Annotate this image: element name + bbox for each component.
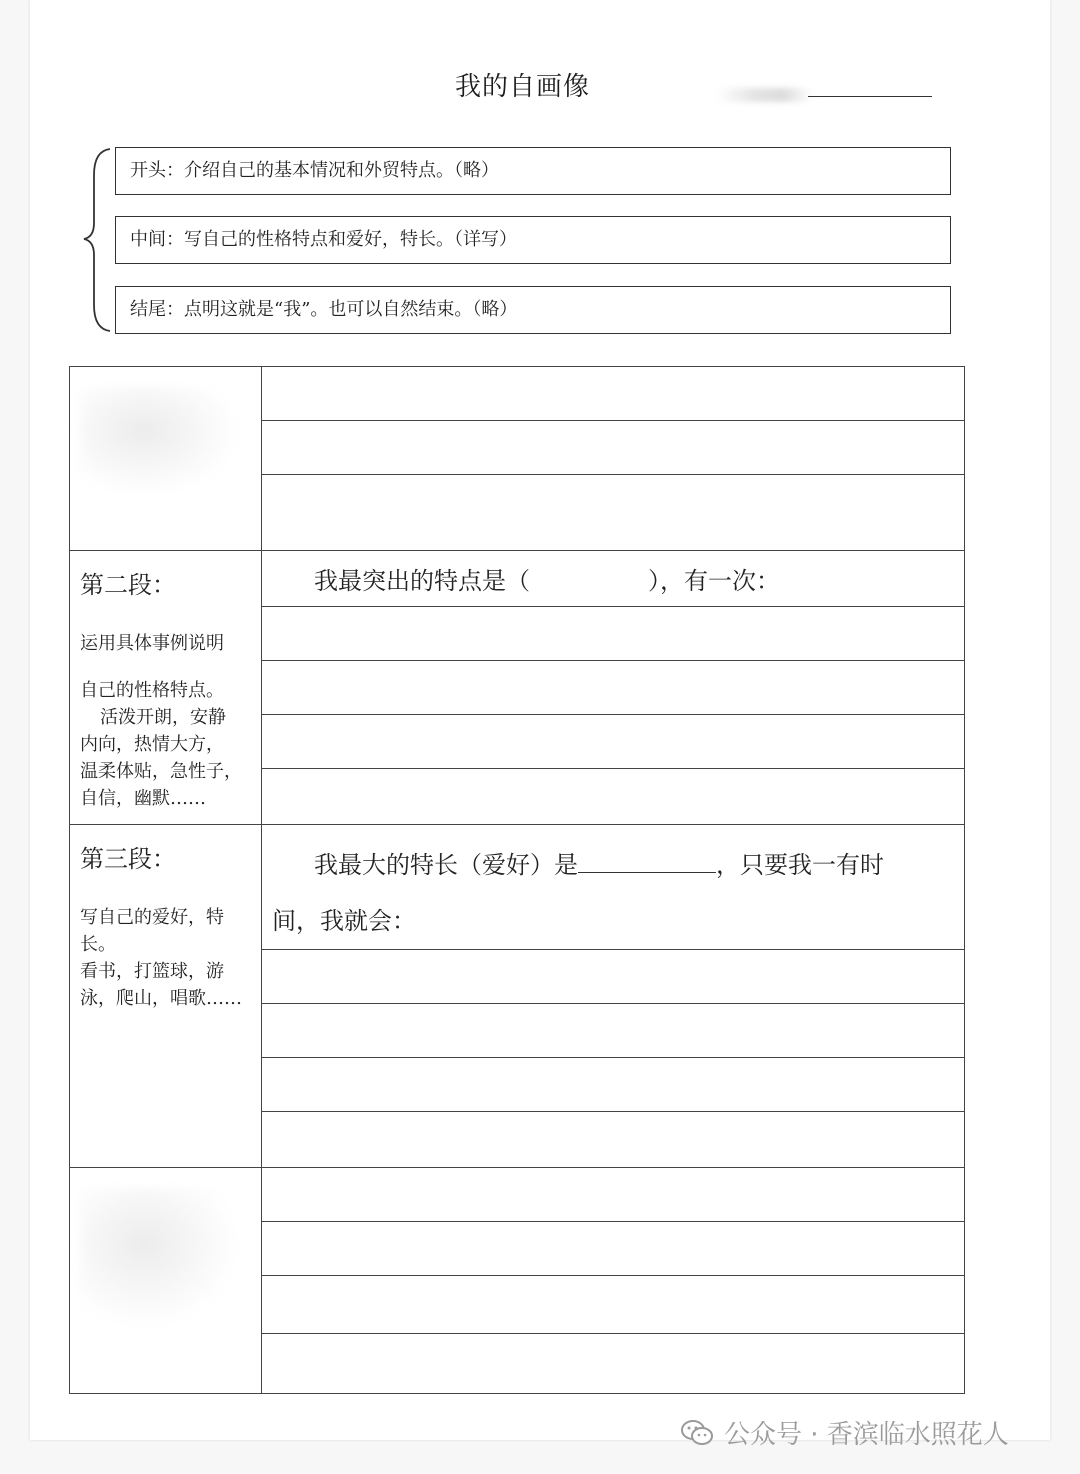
section2-hint-6: 自信，幽默……	[80, 788, 206, 809]
writing-line[interactable]	[262, 661, 965, 715]
section4-label-cell	[70, 1168, 262, 1394]
writing-line[interactable]	[262, 1334, 965, 1394]
section2-prompt-b: ），有一次：	[648, 567, 780, 595]
section2-hint-3: 活泼开朗，安静	[100, 707, 226, 728]
writing-line[interactable]	[262, 715, 965, 769]
section2-prompt-a: 我最突出的特点是（	[314, 567, 530, 595]
outline-opening	[115, 147, 951, 195]
writing-line[interactable]	[262, 475, 965, 551]
section3-prompt-a: 我最大的特长（爱好）是	[314, 851, 578, 879]
section2-label-cell	[70, 551, 262, 825]
writing-line[interactable]	[262, 421, 965, 475]
section2-hint-1: 运用具体事例说明	[80, 633, 224, 654]
section3-hint-1: 写自己的爱好，特	[80, 907, 224, 928]
writing-line[interactable]	[262, 1112, 965, 1168]
writing-line[interactable]	[262, 1058, 965, 1112]
watermark-text: 公众号 · 香滨临水照花人	[724, 1420, 1009, 1450]
section3-title: 第三段：	[80, 845, 176, 873]
section2-prompt[interactable]	[262, 551, 965, 607]
outline-brace	[80, 145, 116, 335]
section3-prompt-c: 间，我就会：	[272, 907, 416, 935]
section4-redaction	[80, 1188, 240, 1328]
outline-ending-text: 结尾：点明这就是“我”。也可以自然结束。（略）	[130, 299, 518, 320]
wechat-icon	[680, 1418, 714, 1448]
section2-hint-5: 温柔体贴，急性子，	[80, 761, 242, 782]
page-title: 我的自画像	[455, 72, 591, 102]
name-blank-line	[808, 96, 932, 97]
outline-middle	[115, 216, 951, 264]
watermark	[680, 1414, 1009, 1451]
writing-line[interactable]	[262, 1004, 965, 1058]
section3-hint-3: 看书，打篮球，游	[80, 961, 224, 982]
writing-line[interactable]	[262, 769, 965, 825]
section3-label-cell	[70, 825, 262, 1168]
section3-prompt-b: ，只要我一有时	[716, 851, 884, 879]
section3-prompt[interactable]	[262, 825, 965, 950]
section1-redaction	[80, 387, 240, 497]
outline-ending	[115, 286, 951, 334]
writing-grid	[69, 366, 965, 1394]
section3-hint-4: 泳，爬山，唱歌……	[80, 988, 242, 1009]
outline-opening-text: 开头：介绍自己的基本情况和外贸特点。（略）	[130, 160, 499, 181]
section2-hint-4: 内向，热情大方，	[80, 734, 224, 755]
writing-line[interactable]	[262, 950, 965, 1004]
writing-line[interactable]	[262, 367, 965, 421]
writing-line[interactable]	[262, 1168, 965, 1222]
section3-hint-2: 长。	[80, 934, 116, 955]
writing-line[interactable]	[262, 1222, 965, 1276]
section2-hint-2: 自己的性格特点。	[80, 680, 224, 701]
writing-line[interactable]	[262, 607, 965, 661]
section3-blank[interactable]	[578, 846, 716, 873]
section1-label-cell	[70, 367, 262, 551]
section2-title: 第二段：	[80, 571, 176, 599]
writing-line[interactable]	[262, 1276, 965, 1334]
name-redaction	[716, 88, 812, 102]
outline-middle-text: 中间：写自己的性格特点和爱好，特长。（详写）	[130, 229, 517, 250]
